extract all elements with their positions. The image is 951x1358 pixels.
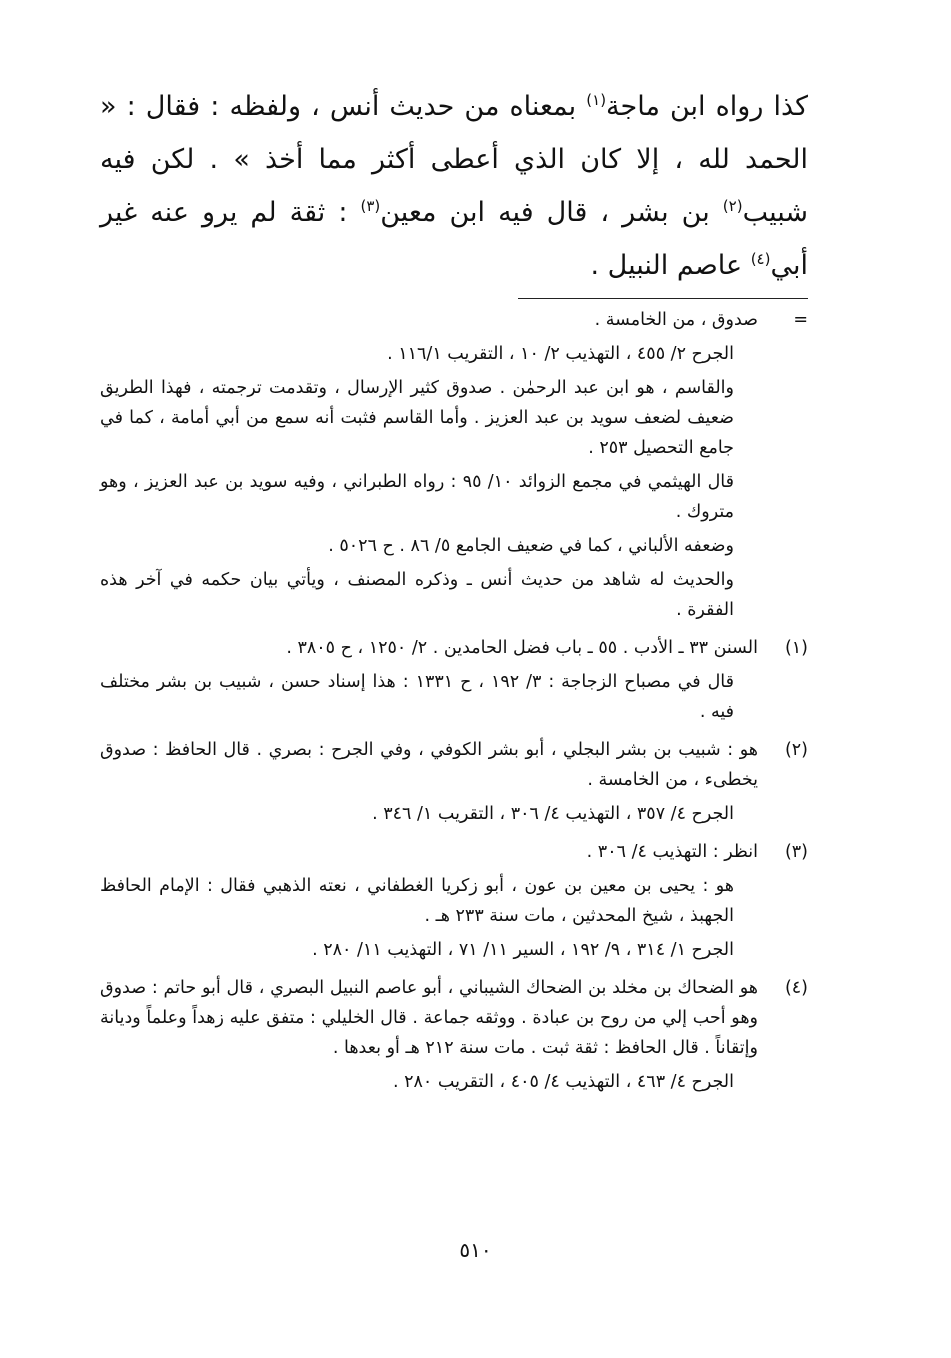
footnote-continued <box>100 305 808 629</box>
main-paragraph <box>100 80 808 292</box>
footnote-text: صدوق ، من الخامسة . <box>594 310 758 330</box>
footnote-ref-2[interactable]: (٢) <box>722 197 743 215</box>
main-text-part: : ثقة لم يرو عنه غير أبي <box>100 197 808 281</box>
main-text-part: كذا رواه ابن ماجة <box>606 91 808 122</box>
footnote-marker: = <box>793 310 808 330</box>
footnote-text: الجرح ١/ ٣١٤ ، ٩/ ١٩٢ ، السير ١١/ ٧١ ، التهذيب ١١/ ٢٨٠ . <box>312 940 734 960</box>
footnote-text: هو الضحاك بن مخلد بن الضحاك الشيباني ، أبو عاصم النبيل البصري ، قال أبو حاتم : صدوق وهو أحب إلي من روح بن عبادة . ووثقه جماعة . قال الخليلي : متفق عليه زهداً وعلماً وديانة وإتقاناً . قال الحافظ : ثقة ثبت . مات سنة ٢١٢ هـ أو بعدها . <box>100 978 758 1058</box>
footnote-1 <box>100 633 808 731</box>
footnote-ref-4[interactable]: (٤) <box>750 250 771 268</box>
footnote-text: قال في مصباح الزجاجة : ٣/ ١٩٢ ، ح ١٣٣١ : هذا إسناد حسن ، شبيب بن بشر مختلف فيه . <box>100 672 735 722</box>
footnote-body <box>100 633 758 731</box>
footnote-body <box>100 735 758 833</box>
page-number: ٥١٠ <box>459 1238 492 1262</box>
main-text-part: بن بشر ، قال فيه ابن معين <box>380 197 723 228</box>
footnote-marker: (٣) <box>784 842 808 862</box>
footnote-text: هو : شبيب بن بشر البجلي ، أبو بشر الكوفي ، وفي الجرح : بصري . قال الحافظ : صدوق يخطىء ، من الخامسة . <box>100 740 758 790</box>
main-text <box>100 80 808 292</box>
footnote-body <box>100 837 758 969</box>
footnote-text: الجرح ٢/ ٤٥٥ ، التهذيب ٢/ ١٠ ، التقريب ١١٦/١ . <box>387 344 734 364</box>
footnote-marker: (٢) <box>784 740 808 760</box>
main-text-part: عاصم النبيل . <box>590 250 751 281</box>
footnote-text: السنن ٣٣ ـ الأدب . ٥٥ ـ باب فضل الحامدين . ٢/ ١٢٥٠ ، ح ٣٨٠٥ . <box>286 638 758 658</box>
footnotes <box>100 305 808 1101</box>
footnote-text: والقاسم ، هو ابن عبد الرحمٰن . صدوق كثير الإرسال ، وتقدمت ترجمته ، فهذا الطريق ضعيف لضعف سويد بن عبد العزيز . وأما القاسم فثبت أنه سمع من أبي أمامة ، كما في جامع التحصيل ٢٥٣ . <box>100 378 734 458</box>
footnote-4 <box>100 973 808 1101</box>
footnote-text: انظر : التهذيب ٤/ ٣٠٦ . <box>586 842 758 862</box>
footnote-text: هو : يحيى بن معين بن عون ، أبو زكريا الغطفاني ، نعته الذهبي فقال : الإمام الحافظ الجهبذ ، شيخ المحدثين ، مات سنة ٢٣٣ هـ . <box>100 876 734 926</box>
footnote-separator-wrap <box>100 292 808 305</box>
page-content <box>100 80 808 1105</box>
footnote-text: والحديث له شاهد من حديث أنس ـ وذكره المصنف ، ويأتي بيان حكمه في آخر هذه الفقرة . <box>100 570 734 620</box>
footnote-text: قال الهيثمي في مجمع الزوائد ١٠/ ٩٥ : رواه الطبراني ، وفيه سويد بن عبد العزيز ، وهو متروك . <box>100 472 735 522</box>
footnote-3 <box>100 837 808 969</box>
footnote-body <box>100 305 758 629</box>
footnote-text: وضعفه الألباني ، كما في ضعيف الجامع ٥/ ٨٦ . ح ٥٠٢٦ . <box>328 536 734 556</box>
main-text-part: بمعناه من حديث أنس ، ولفظه : فقال : « الحمد لله ، إلا كان الذي أعطى أكثر مما أخذ » . لكن فيه شبيب <box>100 91 808 228</box>
footnote-text: الجرح ٤/ ٤٦٣ ، التهذيب ٤/ ٤٠٥ ، التقريب ٢٨٠ . <box>392 1072 734 1092</box>
footnote-marker: (١) <box>784 638 808 658</box>
footnote-ref-1[interactable]: (١) <box>586 91 607 109</box>
footnote-ref-3[interactable]: (٣) <box>360 197 381 215</box>
footnote-2 <box>100 735 808 833</box>
footnote-marker: (٤) <box>784 978 808 998</box>
footnote-separator <box>518 298 808 299</box>
footnote-text: الجرح ٤/ ٣٥٧ ، التهذيب ٤/ ٣٠٦ ، التقريب ١/ ٣٤٦ . <box>372 804 734 824</box>
footnote-body <box>100 973 758 1101</box>
